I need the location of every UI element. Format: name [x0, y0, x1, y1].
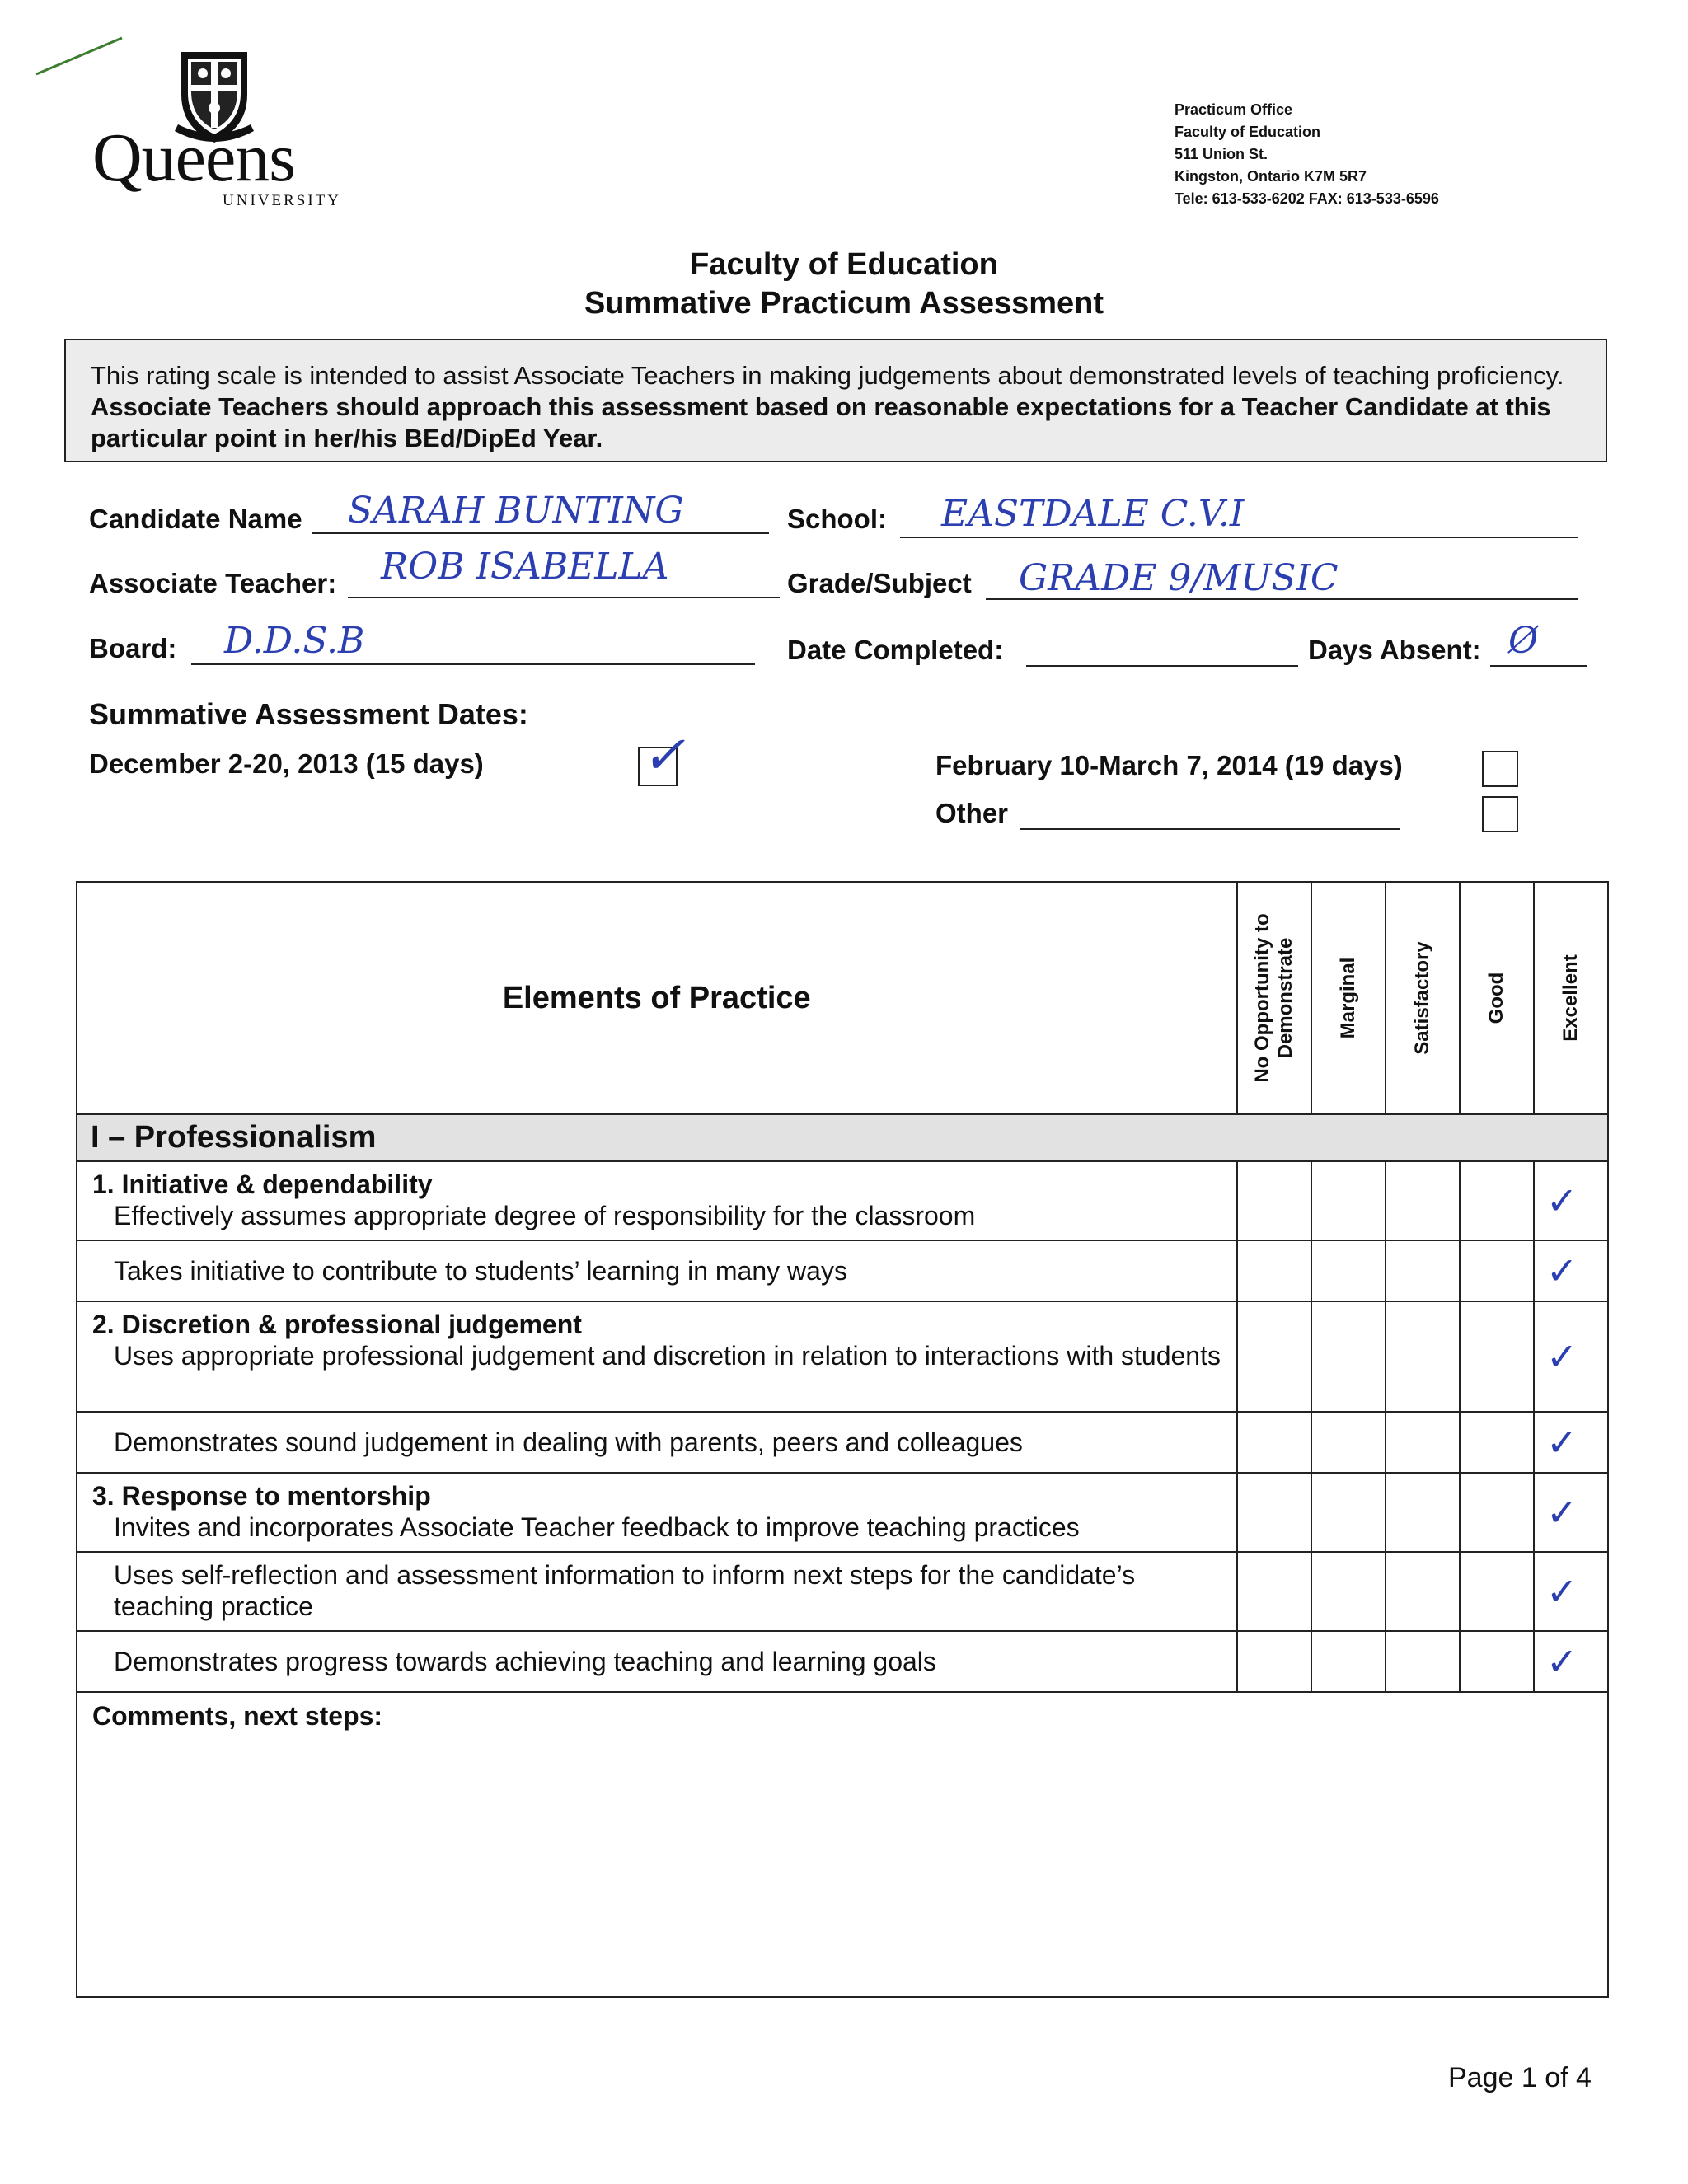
rating-cell[interactable]	[1311, 1552, 1386, 1631]
check-mark: ✓	[1545, 1639, 1578, 1684]
check-mark: ✓	[1545, 1420, 1578, 1465]
section-row	[77, 1114, 1608, 1161]
rating-cell[interactable]	[1386, 1631, 1460, 1692]
criterion-text: Uses appropriate professional judgement and discretion in relation to interactions with students	[114, 1341, 1221, 1371]
column-excellent: Excellent	[1534, 882, 1608, 1114]
rating-cell[interactable]	[1311, 1301, 1386, 1412]
candidate-name-label: Candidate Name	[89, 504, 302, 534]
criterion-heading: 2. Discretion & professional judgement	[92, 1310, 582, 1339]
days-absent-label: Days Absent:	[1308, 635, 1481, 665]
board-line	[191, 663, 755, 665]
check-mark: ✓	[1545, 1334, 1578, 1379]
criterion-text: Effectively assumes appropriate degree of responsibility for the classroom	[114, 1201, 976, 1230]
rating-cell[interactable]	[1237, 1631, 1311, 1692]
elements-of-practice-heading: Elements of Practice	[77, 882, 1237, 1114]
rating-cell[interactable]	[1460, 1473, 1534, 1552]
rating-cell[interactable]	[1237, 1301, 1311, 1412]
candidate-name-line	[312, 532, 769, 534]
pen-stroke	[30, 31, 129, 81]
rating-cell[interactable]	[1237, 1552, 1311, 1631]
rating-cell-excellent[interactable]	[1534, 1631, 1608, 1692]
column-satisfactory: Satisfactory	[1386, 882, 1460, 1114]
rating-cell-excellent[interactable]	[1534, 1552, 1608, 1631]
column-marginal: Marginal	[1311, 882, 1386, 1114]
rating-cell[interactable]	[1237, 1240, 1311, 1301]
rating-cell[interactable]	[1311, 1412, 1386, 1473]
office-address	[1175, 99, 1439, 210]
criterion-heading: 3. Response to mentorship	[92, 1481, 431, 1511]
rating-cell-excellent[interactable]	[1534, 1240, 1608, 1301]
table-header-row	[77, 882, 1608, 1114]
rating-cell[interactable]	[1460, 1552, 1534, 1631]
rating-cell-excellent[interactable]	[1534, 1473, 1608, 1552]
rating-cell[interactable]	[1386, 1412, 1460, 1473]
table-row	[77, 1473, 1608, 1552]
rating-cell[interactable]	[1460, 1631, 1534, 1692]
candidate-name-value[interactable]: SARAH BUNTING	[348, 490, 684, 532]
rating-cell[interactable]	[1311, 1631, 1386, 1692]
office-line: Faculty of Education	[1175, 124, 1321, 140]
office-line: Kingston, Ontario K7M 5R7	[1175, 168, 1367, 185]
date-completed-label: Date Completed:	[787, 635, 1004, 665]
other-label: Other	[935, 798, 1009, 828]
comments-label: Comments, next steps:	[92, 1701, 383, 1731]
rating-cell[interactable]	[1460, 1240, 1534, 1301]
rating-cell[interactable]	[1237, 1412, 1311, 1473]
column-good: Good	[1460, 882, 1534, 1114]
criterion-text: Demonstrates progress towards achieving teaching and learning goals	[114, 1647, 936, 1676]
rating-cell[interactable]	[1386, 1552, 1460, 1631]
criterion-heading: 1. Initiative & dependability	[92, 1169, 433, 1199]
rating-cell[interactable]	[1311, 1161, 1386, 1240]
table-row	[77, 1552, 1608, 1631]
criterion-text: Invites and incorporates Associate Teacher feedback to improve teaching practices	[114, 1512, 1080, 1542]
university-subtitle: UNIVERSITY	[223, 192, 341, 209]
date-option-december: December 2-20, 2013 (15 days)	[89, 748, 484, 779]
criterion-text: Takes initiative to contribute to students’ learning in many ways	[114, 1256, 847, 1286]
associate-teacher-line	[348, 597, 780, 598]
associate-teacher-value[interactable]: ROB ISABELLA	[381, 546, 669, 588]
rating-cell-excellent[interactable]	[1534, 1301, 1608, 1412]
document-title: Faculty of Education	[690, 247, 998, 282]
school-value[interactable]: EASTDALE C.V.I	[941, 493, 1245, 535]
office-line: 511 Union St.	[1175, 146, 1268, 162]
university-wordmark: Queens	[92, 120, 295, 196]
days-absent-value[interactable]: Ø	[1508, 620, 1539, 662]
school-line	[900, 537, 1578, 538]
rating-cell[interactable]	[1460, 1161, 1534, 1240]
criterion-text: Demonstrates sound judgement in dealing with parents, peers and colleagues	[114, 1427, 1023, 1457]
board-value[interactable]: D.D.S.B	[224, 620, 365, 662]
document-subtitle: Summative Practicum Assessment	[584, 286, 1104, 321]
rating-cell[interactable]	[1386, 1473, 1460, 1552]
criterion-text: Uses self-reflection and assessment information to inform next steps for the candidate’s teaching practice	[114, 1560, 1136, 1621]
section-title: I – Professionalism	[77, 1114, 1608, 1161]
rating-cell[interactable]	[1311, 1240, 1386, 1301]
december-checkmark: ✓	[641, 725, 686, 786]
table-row	[77, 1412, 1608, 1473]
rating-cell[interactable]	[1386, 1240, 1460, 1301]
associate-teacher-label: Associate Teacher:	[89, 568, 337, 598]
rating-cell[interactable]	[1311, 1473, 1386, 1552]
table-row	[77, 1301, 1608, 1412]
office-line: Practicum Office	[1175, 101, 1293, 118]
rating-cell[interactable]	[1237, 1473, 1311, 1552]
comments-box[interactable]	[77, 1692, 1608, 1997]
table-row	[77, 1631, 1608, 1692]
rating-cell[interactable]	[1386, 1301, 1460, 1412]
office-line: Tele: 613-533-6202 FAX: 613-533-6596	[1175, 190, 1439, 207]
other-line[interactable]	[1020, 828, 1400, 830]
intro-bold-text: Associate Teachers should approach this assessment based on reasonable expectations for a Teacher Candidate at this particular point in her/his BEd/DipEd Year.	[91, 392, 1551, 452]
rating-cell[interactable]	[1460, 1412, 1534, 1473]
table-row	[77, 1161, 1608, 1240]
check-mark: ✓	[1545, 1179, 1578, 1223]
rating-cell[interactable]	[1460, 1301, 1534, 1412]
column-no-opportunity: No Opportunity to Demonstrate	[1237, 882, 1311, 1114]
grade-subject-label: Grade/Subject	[787, 568, 972, 598]
intro-box	[64, 339, 1607, 462]
rating-cell-excellent[interactable]	[1534, 1161, 1608, 1240]
days-absent-line	[1490, 665, 1587, 667]
comments-row	[77, 1692, 1608, 1997]
february-checkbox[interactable]	[1482, 751, 1518, 787]
school-label: School:	[787, 504, 887, 534]
rating-cell-excellent[interactable]	[1534, 1412, 1608, 1473]
table-row	[77, 1240, 1608, 1301]
page-number: Page 1 of 4	[1448, 2062, 1592, 2093]
rating-cell[interactable]	[1237, 1161, 1311, 1240]
check-mark: ✓	[1545, 1490, 1578, 1535]
intro-text: This rating scale is intended to assist Associate Teachers in making judgements about demonstrated levels of teaching proficiency.	[91, 361, 1564, 390]
assessment-dates-heading: Summative Assessment Dates:	[89, 697, 528, 731]
board-label: Board:	[89, 633, 177, 663]
rating-cell[interactable]	[1386, 1161, 1460, 1240]
other-checkbox[interactable]	[1482, 796, 1518, 832]
check-mark: ✓	[1545, 1569, 1578, 1614]
grade-subject-value[interactable]: GRADE 9/MUSIC	[1019, 557, 1339, 599]
check-mark: ✓	[1545, 1249, 1578, 1293]
date-option-february: February 10-March 7, 2014 (19 days)	[935, 750, 1403, 780]
date-completed-line[interactable]	[1026, 665, 1298, 667]
elements-of-practice-table	[76, 881, 1609, 1998]
